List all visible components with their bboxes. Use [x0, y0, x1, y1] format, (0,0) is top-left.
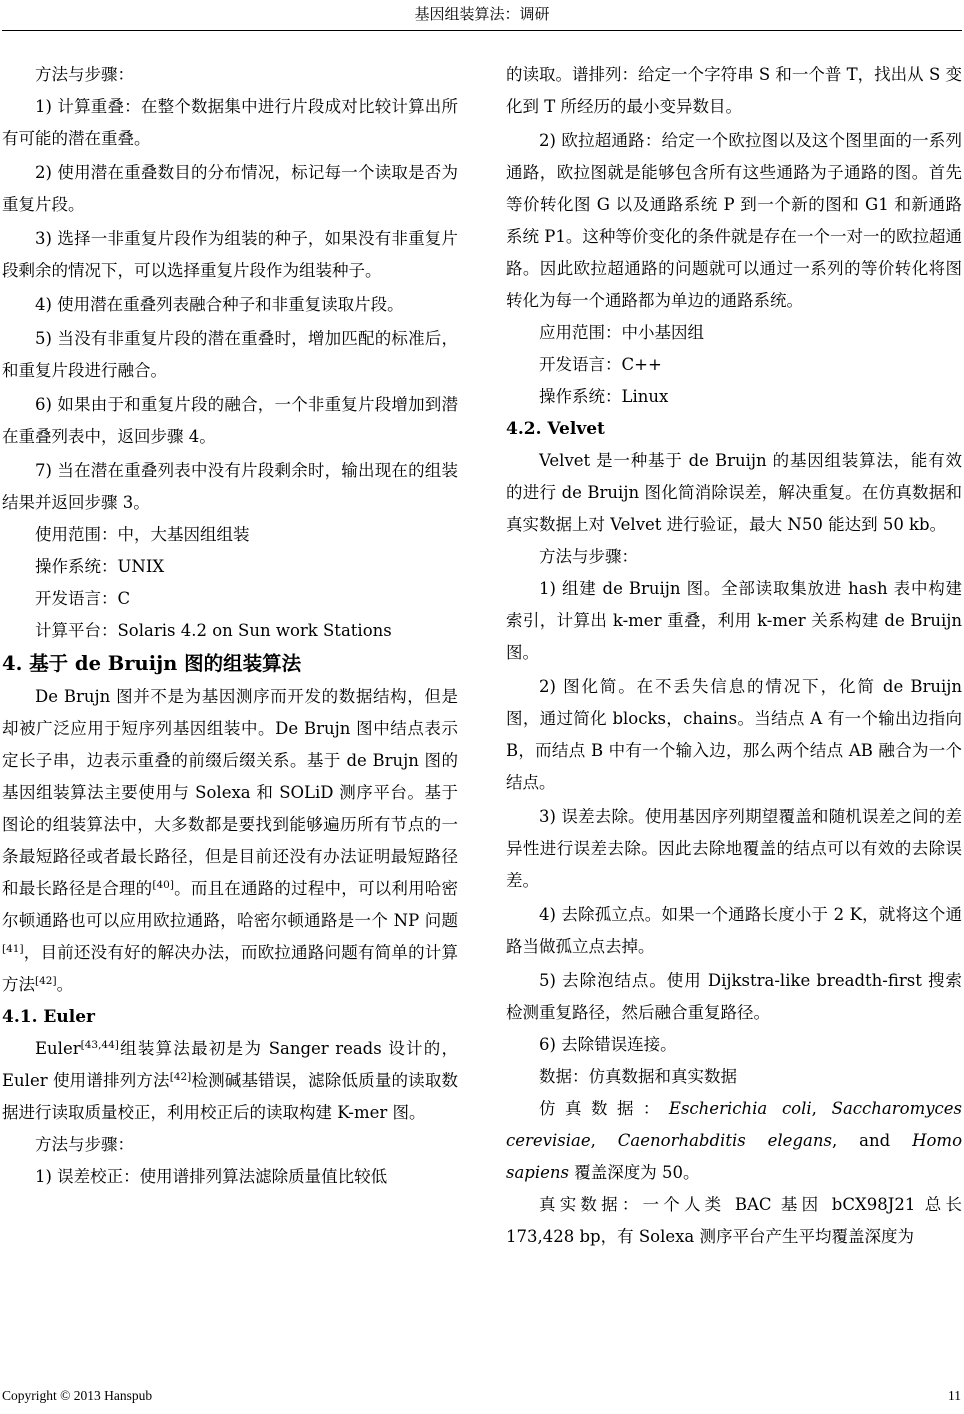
euler-text-a: Euler	[35, 1039, 81, 1058]
velvet-step-2: 2) 图化简。在不丢失信息的情况下，化简 de Bruijn 图，通过简化 blocks，chains。当结点 A 有一个输出边指向 B，而结点 B 中有一个输入边，那么两个结点 AB 融合为一个结点。	[506, 677, 962, 792]
species-e-coli: Escherichia coli	[668, 1099, 812, 1118]
method-heading: 方法与步骤：	[35, 65, 134, 84]
sim-label: 仿真数据：	[539, 1099, 669, 1118]
sec4-text-c: ，目前还没有好的解决办法，而欧拉通路问题有简单的计算方法	[2, 943, 458, 994]
continued-text: 的读取。谱排列：给定一个字符串 S 和一个普 T，找出从 S 变化到 T 所经历的最小变异数目。	[506, 65, 962, 116]
running-head: 基因组装算法：调研	[414, 5, 550, 23]
right-column	[506, 59, 962, 1253]
real-data: 真实数据：一个人类 BAC 基因 bCX98J21 总长 173,428 bp，有 Solexa 测序平台产生平均覆盖深度为	[506, 1195, 962, 1246]
copyright: Copyright © 2013 Hanspub	[2, 1388, 153, 1403]
species-c-elegans: Caenorhabditis elegans	[617, 1131, 832, 1150]
sec4-text-d: 。	[56, 975, 74, 994]
citation-42b[interactable]: [42]	[169, 1071, 192, 1083]
sim-tail: 覆盖深度为 50。	[569, 1163, 700, 1182]
velvet-intro: Velvet 是一种基于 de Bruijn 的基因组装算法，能有效的进行 de Bruijn 图化简消除误差，解决重复。在仿真数据和真实数据上对 Velvet 进行验证，最大 N50 能达到 50 kb。	[506, 451, 962, 534]
section-4-2-heading: 4.2. Velvet	[506, 419, 605, 439]
euler-step-2: 2) 欧拉超通路：给定一个欧拉图以及这个图里面的一系列通路，欧拉图就是能够包含所有这些通路为子通路的图。首先等价转化图 G 以及通路系统 P 到一个新的图和 G1 和新通路系统 P1。这种等价变化的条件就是存在一个一对一的欧拉超通路。因此欧拉超通路的问题就可以通过一系列的等价转化将图转化为每一个通路都为单边的通路系统。	[506, 131, 962, 310]
euler-text-b: 组装算法最初是为 Sanger reads 设计的，Euler 使用谱排列方法	[2, 1039, 458, 1090]
velvet-step-5: 5) 去除泡结点。使用 Dijkstra-like breadth-first 搜索检测重复路径，然后融合重复路径。	[506, 971, 962, 1022]
sim-sep-3: , and	[831, 1131, 913, 1150]
scope-line: 使用范围：中，大基因组组装	[35, 525, 250, 544]
step-6: 6) 如果由于和重复片段的融合，一个非重复片段增加到潜在重叠列表中，返回步骤 4。	[2, 395, 458, 446]
citation-43-44[interactable]: [43,44]	[80, 1039, 119, 1051]
euler-method-heading: 方法与步骤：	[35, 1135, 134, 1154]
lang-line: 开发语言：C++	[539, 355, 662, 374]
step-5: 5) 当没有非重复片段的潜在重叠时，增加匹配的标准后，和重复片段进行融合。	[2, 329, 458, 380]
sec4-text-b: 。而且在通路的过程中，可以利用哈密尔顿通路也可以应用欧拉通路，哈密尔顿通路是一个 NP 问题	[2, 879, 459, 930]
scope-line: 应用范围：中小基因组	[539, 323, 704, 342]
step-3: 3) 选择一非重复片段作为组装的种子，如果没有非重复片段剩余的情况下，可以选择重复片段作为组装种子。	[2, 229, 458, 280]
step-7: 7) 当在潜在重叠列表中没有片段剩余时，输出现在的组装结果并返回步骤 3。	[2, 461, 458, 512]
platform-line: 计算平台：Solaris 4.2 on Sun work Stations	[35, 621, 392, 640]
section-4-heading: 4. 基于 de Bruijn 图的组装算法	[2, 652, 302, 675]
sim-sep-1: ,	[811, 1099, 832, 1118]
velvet-step-4: 4) 去除孤立点。如果一个通路长度小于 2 K，就将这个通路当做孤立点去掉。	[506, 905, 962, 956]
velvet-step-1: 1) 组建 de Bruijn 图。全部读取集放进 hash 表中构建索引，计算出 k-mer 重叠，利用 k-mer 关系构建 de Bruijn 图。	[506, 579, 962, 662]
euler-paragraph	[2, 1033, 458, 1129]
species-h-sapiens: Homo sapiens	[506, 1131, 962, 1182]
data-line: 数据：仿真数据和真实数据	[539, 1067, 737, 1086]
sec4-text-a: De Brujn 图并不是为基因测序而开发的数据结构，但是却被广泛应用于短序列基因组装中。De Brujn 图中结点表示定长子串，边表示重叠的前缀后缀关系。基于 de Brujn 图的基因组装算法主要使用与 Solexa 和 SOLiD 测序平台。基于图论的组装算法中，大多数都是要找到能够遍历所有节点的一条最短路径或者最长路径，但是目前还没有办法证明最短路径和最长路径是合理的	[2, 687, 458, 898]
step-2: 2) 使用潜在重叠数目的分布情况，标记每一个读取是否为重复片段。	[2, 163, 458, 214]
velvet-method-heading: 方法与步骤：	[539, 547, 638, 566]
velvet-step-6: 6) 去除错误连接。	[539, 1035, 677, 1054]
citation-40[interactable]: [40]	[152, 879, 174, 891]
velvet-step-3: 3) 误差去除。使用基因序列期望覆盖和随机误差之间的差异性进行误差去除。因此去除地覆盖的结点可以有效的去除误差。	[506, 807, 962, 890]
lang-line: 开发语言：C	[35, 589, 131, 608]
page-number: 11	[948, 1388, 961, 1403]
citation-42[interactable]: [42]	[35, 975, 57, 987]
species-s-cerevisiae: Saccharomyces cerevisiae	[506, 1099, 963, 1150]
section-4-1-heading: 4.1. Euler	[2, 1007, 95, 1027]
sim-sep-2: ,	[590, 1131, 618, 1150]
header-rule	[2, 30, 962, 31]
simulated-data	[506, 1093, 962, 1189]
os-line: 操作系统：UNIX	[35, 557, 165, 576]
section-4-paragraph	[2, 681, 458, 1001]
euler-step-1: 1) 误差校正：使用谱排列算法滤除质量值比较低	[35, 1167, 388, 1186]
citation-41[interactable]: [41]	[2, 943, 24, 955]
step-1: 1) 计算重叠：在整个数据集中进行片段成对比较计算出所有可能的潜在重叠。	[2, 97, 458, 148]
os-line: 操作系统：Linux	[539, 387, 669, 406]
step-4: 4) 使用潜在重叠列表融合种子和非重复读取片段。	[35, 295, 404, 314]
left-column	[2, 59, 458, 1193]
euler-text-c: 检测碱基错误，滤除低质量的读取数据进行读取质量校正，利用校正后的读取构建 K-mer 图。	[2, 1071, 458, 1122]
